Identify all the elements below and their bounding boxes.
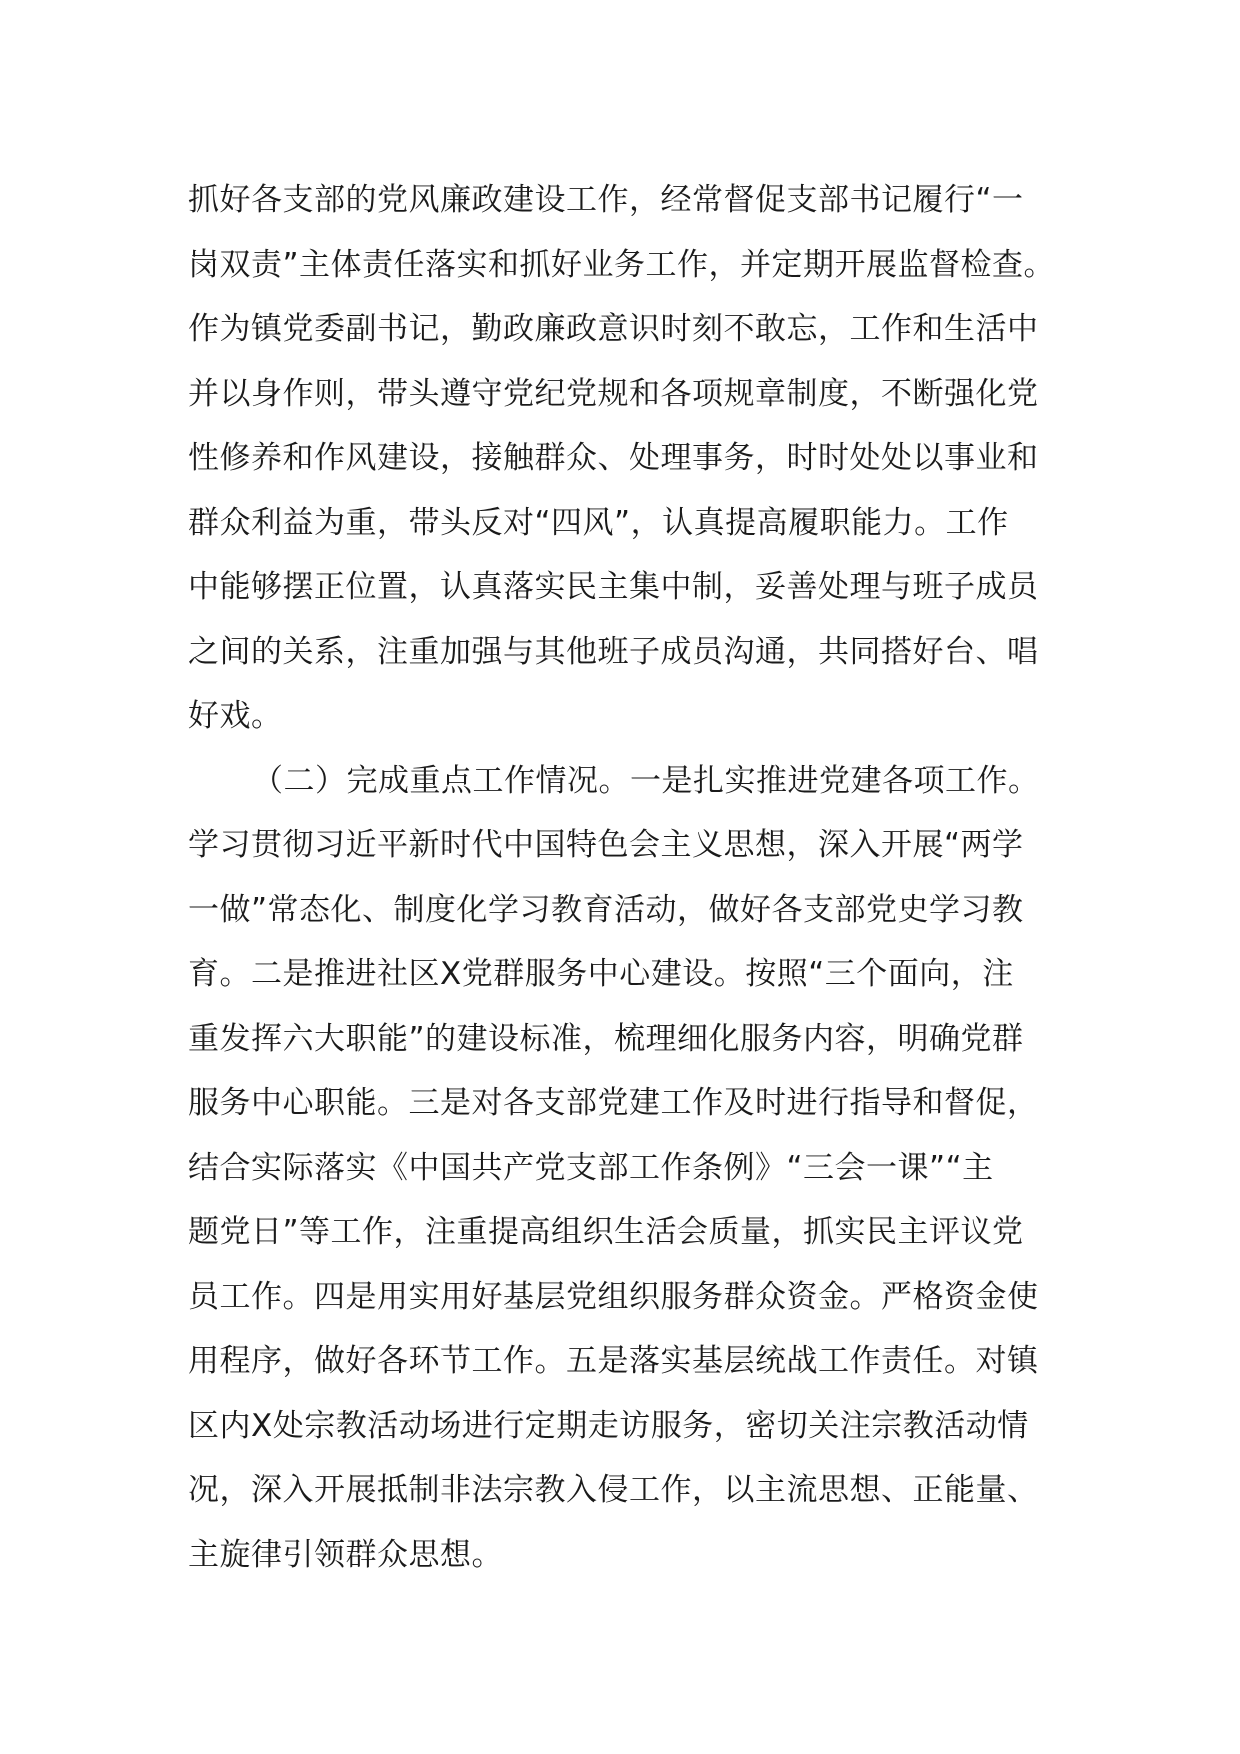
text-line: 群众利益为重，带头反对“四风”，认真提高履职能力。工作 xyxy=(188,504,1009,541)
text-line: 题党日”等工作，注重提高组织生活会质量，抓实民主评议党 xyxy=(188,1214,1024,1250)
text-line: 作为镇党委副书记，勤政廉政意识时刻不敢忘，工作和生活中 xyxy=(188,311,1039,347)
text-line: 之间的关系，注重加强与其他班子成员沟通，共同搭好台、唱 xyxy=(188,633,1039,670)
body-text xyxy=(188,168,1068,1587)
text-line: 用程序，做好各环节工作。五是落实基层统战工作责任。对镇 xyxy=(188,1343,1039,1379)
text-line: 一做”常态化、制度化学习教育活动，做好各支部党史学习教 xyxy=(188,891,1024,928)
text-line: 中能够摆正位置，认真落实民主集中制，妥善处理与班子成员 xyxy=(188,569,1039,605)
text-line: 岗双责”主体责任落实和抓好业务工作，并定期开展监督检查。 xyxy=(188,246,1056,283)
text-line: 抓好各支部的党风廉政建设工作，经常督促支部书记履行“一 xyxy=(188,182,1024,218)
text-line: 育。二是推进社区X党群服务中心建设。按照“三个面向，注 xyxy=(188,956,1014,992)
text-line: 况，深入开展抵制非法宗教入侵工作，以主流思想、正能量、 xyxy=(188,1472,1039,1508)
section-heading-line: （二）完成重点工作情况。一是扎实推进党建各项工作。 xyxy=(252,762,1040,799)
text-line: 好戏。 xyxy=(188,698,283,734)
text-line: 服务中心职能。三是对各支部党建工作及时进行指导和督促， xyxy=(188,1085,1039,1121)
text-line: 重发挥六大职能”的建设标准，梳理细化服务内容，明确党群 xyxy=(188,1020,1024,1057)
text-line: 主旋律引领群众思想。 xyxy=(188,1536,503,1573)
text-line: 员工作。四是用实用好基层党组织服务群众资金。严格资金使 xyxy=(188,1278,1039,1315)
text-line: 学习贯彻习近平新时代中国特色会主义思想，深入开展“两学 xyxy=(188,827,1024,863)
text-line: 结合实际落实《中国共产党支部工作条例》“三会一课”“主 xyxy=(188,1149,994,1186)
text-line: 性修养和作风建设，接触群众、处理事务，时时处处以事业和 xyxy=(188,440,1039,476)
text-line: 并以身作则，带头遵守党纪党规和各项规章制度，不断强化党 xyxy=(188,375,1039,412)
text-line: 区内X处宗教活动场进行定期走访服务，密切关注宗教活动情 xyxy=(188,1407,1029,1444)
